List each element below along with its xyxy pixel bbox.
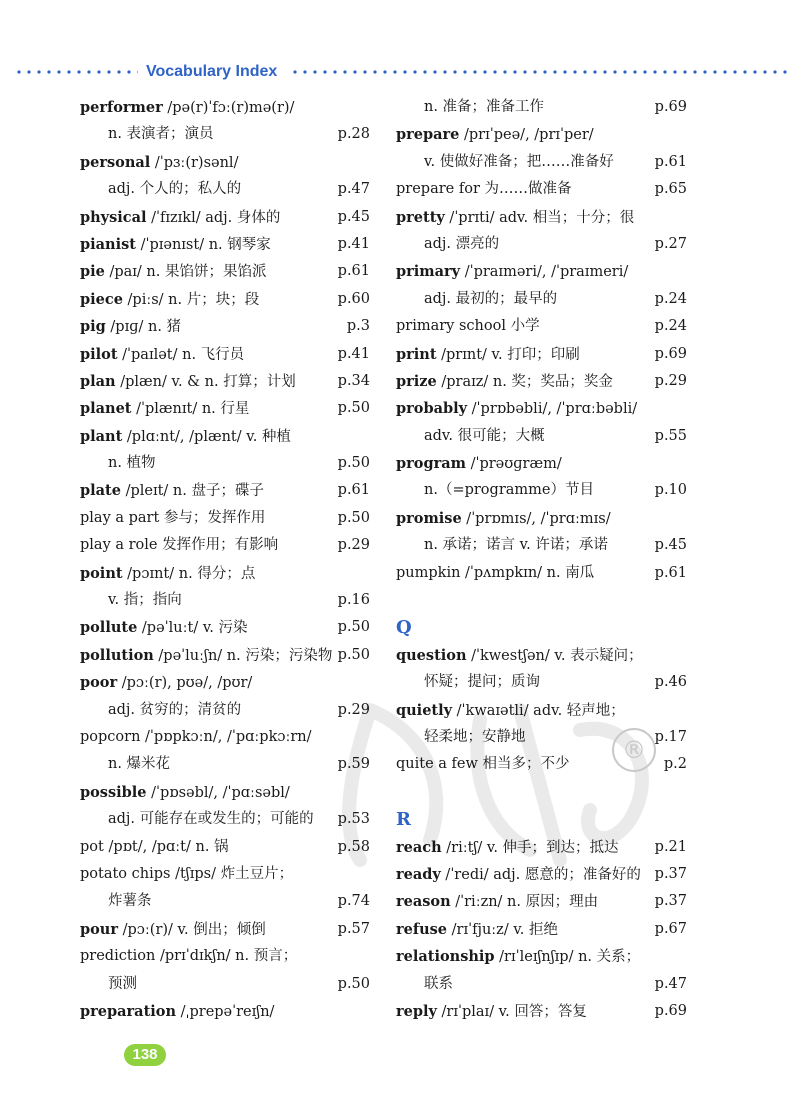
headword: plant bbox=[80, 427, 123, 445]
entry-text bbox=[108, 751, 170, 778]
headword: pour bbox=[80, 920, 118, 938]
index-entry-line bbox=[396, 532, 687, 559]
entry-definition: /ˈpɜː(r)sənl/ bbox=[150, 154, 239, 171]
entry-text bbox=[80, 560, 255, 588]
headword: performer bbox=[80, 99, 163, 116]
headword: pie bbox=[80, 263, 105, 281]
entry-definition: /ˈpraɪməri/, /ˈpraɪmeri/ bbox=[460, 264, 629, 281]
index-entry-line bbox=[80, 505, 370, 532]
entry-text bbox=[80, 477, 264, 505]
index-entry-line bbox=[80, 313, 370, 340]
index-entry-line bbox=[80, 779, 370, 806]
entry-definition: adj. 个人的；私人的 bbox=[108, 181, 242, 198]
entry-text bbox=[396, 560, 594, 587]
index-entry-line bbox=[80, 834, 370, 861]
index-entry-line bbox=[80, 587, 370, 614]
entry-text bbox=[80, 998, 274, 1026]
headword: pretty bbox=[396, 208, 445, 226]
headword: pig bbox=[80, 318, 106, 336]
entry-definition: /rɪˈleɪʃnʃɪp/ n. 关系； bbox=[494, 949, 641, 966]
index-entry-line bbox=[80, 532, 370, 559]
index-entry-line bbox=[80, 998, 370, 1025]
header-dots-left bbox=[14, 70, 138, 74]
entry-text bbox=[80, 916, 266, 944]
entry-text bbox=[396, 176, 571, 203]
entry-definition: /ˈplænɪt/ n. 行星 bbox=[131, 401, 250, 418]
entry-text bbox=[424, 971, 453, 998]
page-reference: p.29 bbox=[337, 537, 370, 554]
index-entry-line bbox=[80, 286, 370, 313]
index-entry-line bbox=[396, 477, 687, 504]
index-entry-line bbox=[396, 121, 687, 148]
index-entry-line bbox=[396, 971, 687, 998]
entry-text bbox=[80, 669, 252, 697]
index-entry-line bbox=[396, 505, 687, 532]
entry-definition: n. 植物 bbox=[108, 455, 156, 472]
entry-text bbox=[108, 806, 314, 833]
index-entry-line bbox=[396, 231, 687, 258]
right-column bbox=[396, 94, 687, 1025]
page-reference: p.2 bbox=[663, 756, 687, 773]
entry-definition: /ˈprɪti/ adv. 相当；十分；很 bbox=[444, 209, 635, 226]
entry-definition: n. 准备；准备工作 bbox=[424, 99, 545, 115]
entry-text bbox=[80, 149, 238, 177]
index-entry-line bbox=[396, 395, 687, 422]
entry-text bbox=[396, 313, 540, 340]
index-entry-line bbox=[396, 286, 687, 313]
entry-text bbox=[396, 121, 594, 149]
index-entry-line bbox=[80, 861, 370, 888]
entry-definition: /plæn/ v. & n. 打算；计划 bbox=[115, 373, 296, 390]
page-reference: p.28 bbox=[337, 126, 370, 143]
entry-definition: /pɔɪnt/ n. 得分；点 bbox=[122, 565, 256, 582]
headword: ready bbox=[396, 865, 441, 883]
headword: preparation bbox=[80, 1002, 176, 1020]
index-entry-line bbox=[80, 204, 370, 231]
headword: quietly bbox=[396, 701, 453, 719]
page-reference: p.65 bbox=[654, 181, 687, 198]
headword: physical bbox=[80, 208, 147, 226]
entry-text bbox=[424, 423, 545, 450]
headword: reason bbox=[396, 893, 451, 911]
left-column bbox=[80, 94, 370, 1025]
index-entry-line bbox=[80, 916, 370, 943]
page-reference: p.29 bbox=[337, 701, 370, 718]
entry-definition: /piːs/ n. 片；块；段 bbox=[122, 291, 260, 308]
page-reference: p.58 bbox=[337, 838, 370, 855]
index-entry-line bbox=[80, 751, 370, 778]
headword: poor bbox=[80, 674, 118, 692]
entry-text bbox=[396, 450, 562, 478]
index-entry-line bbox=[396, 204, 687, 231]
page-reference: p.16 bbox=[337, 592, 370, 609]
page-number: 138 bbox=[124, 1044, 166, 1066]
entry-definition: /pəˈluːʃn/ n. 污染；污染物 bbox=[153, 647, 333, 664]
entry-definition: /prɪnt/ v. 打印；印刷 bbox=[436, 346, 580, 363]
index-entry-line bbox=[396, 450, 687, 477]
entry-definition: /pə(r)ˈfɔː(r)mə(r)/ bbox=[162, 100, 295, 116]
index-entry-line bbox=[396, 176, 687, 203]
entry-text bbox=[80, 341, 244, 369]
entry-text bbox=[80, 614, 248, 642]
entry-text bbox=[108, 697, 241, 724]
page-reference: p.3 bbox=[346, 318, 370, 335]
entry-text bbox=[396, 395, 637, 423]
page-header bbox=[0, 60, 800, 84]
header-title: Vocabulary Index bbox=[146, 63, 278, 80]
entry-text bbox=[108, 176, 241, 203]
headword: pollute bbox=[80, 619, 138, 637]
entry-definition: /plɑːnt/, /plænt/ v. 种植 bbox=[122, 428, 291, 445]
index-entry-line bbox=[80, 176, 370, 203]
entry-text bbox=[80, 204, 280, 232]
entry-definition: 怀疑；提问；质询 bbox=[424, 674, 540, 691]
entry-definition: play a part 参与；发挥作用 bbox=[80, 509, 266, 526]
index-entry-line bbox=[80, 94, 370, 121]
entry-text bbox=[396, 505, 611, 533]
page-reference: p.47 bbox=[337, 181, 370, 198]
page-reference: p.50 bbox=[337, 455, 370, 472]
entry-definition: /ˈpɪənɪst/ n. 钢琴家 bbox=[135, 236, 271, 253]
page-reference: p.34 bbox=[337, 372, 370, 389]
entry-text bbox=[108, 971, 137, 998]
index-entry-line bbox=[80, 943, 370, 970]
entry-text bbox=[396, 998, 587, 1026]
headword: personal bbox=[80, 153, 151, 171]
page-reference: p.50 bbox=[337, 509, 370, 526]
section-gap bbox=[396, 587, 687, 614]
page-reference: p.61 bbox=[654, 153, 687, 170]
page-reference: p.45 bbox=[337, 208, 370, 225]
index-entry-line bbox=[396, 423, 687, 450]
index-entry-line bbox=[396, 341, 687, 368]
entry-definition: /ˈkwestʃən/ v. 表示疑问； bbox=[466, 647, 643, 664]
page-reference: p.10 bbox=[654, 482, 687, 499]
entry-text bbox=[80, 532, 278, 559]
entry-text bbox=[396, 642, 643, 670]
entry-text bbox=[80, 642, 332, 670]
index-entry-line bbox=[80, 806, 370, 833]
index-entry-line bbox=[80, 258, 370, 285]
entry-definition: popcorn /ˈpɒpkɔːn/, /ˈpɑːpkɔːrn/ bbox=[80, 728, 312, 745]
page-reference: p.37 bbox=[654, 865, 687, 882]
page-reference: p.69 bbox=[654, 99, 687, 115]
headword: print bbox=[396, 345, 437, 363]
index-entry-line bbox=[80, 121, 370, 148]
entry-text bbox=[396, 943, 640, 971]
entry-text bbox=[108, 587, 182, 614]
headword: program bbox=[396, 455, 466, 473]
page-reference: p.50 bbox=[337, 975, 370, 992]
headword: promise bbox=[396, 509, 462, 527]
index-entry-line bbox=[80, 669, 370, 696]
entry-definition: /riːtʃ/ v. 伸手；到达；抵达 bbox=[441, 839, 619, 856]
headword: reach bbox=[396, 838, 442, 856]
page-reference: p.17 bbox=[654, 728, 687, 745]
index-entry-line bbox=[80, 560, 370, 587]
entry-text bbox=[80, 94, 294, 122]
entry-definition: n. 表演者；演员 bbox=[108, 126, 214, 143]
headword: planet bbox=[80, 400, 132, 418]
entry-definition: 预测 bbox=[108, 975, 137, 992]
entry-text bbox=[80, 286, 259, 314]
entry-definition: potato chips /tʃɪps/ 炸土豆片； bbox=[80, 865, 294, 882]
section-letter: Q bbox=[396, 617, 412, 639]
entry-definition: /rɪˈplaɪ/ v. 回答；答复 bbox=[436, 1003, 587, 1020]
page-reference: p.59 bbox=[337, 756, 370, 773]
headword: probably bbox=[396, 400, 468, 418]
page-reference: p.57 bbox=[337, 920, 370, 937]
entry-definition: /pɔː(r), pʊə/, /pʊr/ bbox=[117, 675, 253, 692]
page-reference: p.37 bbox=[654, 893, 687, 910]
index-entry-line bbox=[80, 724, 370, 751]
index-entry-line bbox=[396, 368, 687, 395]
entry-definition: /pəˈluːt/ v. 污染 bbox=[137, 620, 248, 637]
entry-text bbox=[80, 834, 229, 861]
entry-definition: pot /pɒt/, /pɑːt/ n. 锅 bbox=[80, 838, 229, 855]
entry-definition: adj. 漂亮的 bbox=[424, 235, 500, 252]
entry-definition: /praɪz/ n. 奖；奖品；奖金 bbox=[436, 373, 613, 390]
entry-text bbox=[80, 423, 291, 451]
index-entry-line bbox=[396, 642, 687, 669]
page-reference: p.67 bbox=[654, 920, 687, 937]
page-reference: p.46 bbox=[654, 674, 687, 691]
entry-definition: /ˈriːzn/ n. 原因；理由 bbox=[450, 894, 599, 911]
page-reference: p.61 bbox=[337, 482, 370, 499]
entry-definition: /ˈpɒsəbl/, /ˈpɑːsəbl/ bbox=[146, 784, 290, 801]
headword: question bbox=[396, 646, 467, 664]
entry-text bbox=[424, 532, 608, 559]
entry-definition: adj. 最初的；最早的 bbox=[424, 290, 558, 307]
entry-text bbox=[424, 149, 614, 176]
entry-text bbox=[80, 505, 265, 532]
entry-definition: play a role 发挥作用；有影响 bbox=[80, 537, 279, 554]
entry-definition: pumpkin /ˈpʌmpkɪn/ n. 南瓜 bbox=[396, 564, 595, 581]
entry-definition: /pɪɡ/ n. 猪 bbox=[105, 319, 182, 336]
index-entry-line bbox=[80, 395, 370, 422]
index-entry-line bbox=[396, 94, 687, 121]
entry-text bbox=[108, 450, 156, 477]
page-reference: p.41 bbox=[337, 235, 370, 252]
entry-definition: quite a few 相当多；不少 bbox=[396, 756, 570, 773]
watermark-logo bbox=[330, 690, 690, 870]
entry-text bbox=[396, 916, 558, 944]
page-reference: p.27 bbox=[654, 235, 687, 252]
page-reference: p.41 bbox=[337, 345, 370, 362]
entry-definition: /ˈfɪzɪkl/ adj. 身体的 bbox=[146, 209, 281, 226]
entry-definition: v. 指；指向 bbox=[108, 592, 182, 609]
entry-definition: /ˌprepəˈreɪʃn/ bbox=[176, 1003, 275, 1020]
entry-definition: /ˈredi/ adj. 愿意的；准备好的 bbox=[440, 866, 641, 883]
page-reference: p.21 bbox=[654, 838, 687, 855]
entry-definition: 联系 bbox=[424, 975, 453, 992]
entry-text bbox=[396, 341, 580, 369]
index-entry-line bbox=[80, 368, 370, 395]
entry-definition: adj. 贫穷的；清贫的 bbox=[108, 701, 242, 718]
entry-definition: /paɪ/ n. 果馅饼；果馅派 bbox=[104, 264, 267, 281]
entry-text bbox=[424, 286, 557, 313]
headword: pilot bbox=[80, 345, 118, 363]
header-dots-right bbox=[290, 70, 790, 74]
page-reference: p.55 bbox=[654, 427, 687, 444]
headword: prize bbox=[396, 372, 437, 390]
entry-definition: /ˈpaɪlət/ n. 飞行员 bbox=[117, 346, 245, 363]
entry-text bbox=[108, 888, 152, 915]
entry-definition: prepare for 为……做准备 bbox=[396, 181, 572, 198]
index-entry-line bbox=[80, 450, 370, 477]
index-entry-line bbox=[80, 423, 370, 450]
page-reference: p.45 bbox=[654, 537, 687, 554]
entry-text bbox=[424, 477, 594, 504]
entry-definition: primary school 小学 bbox=[396, 318, 540, 335]
page-reference: p.29 bbox=[654, 372, 687, 389]
entry-definition: prediction /prɪˈdɪkʃn/ n. 预言； bbox=[80, 948, 298, 965]
page-reference: p.47 bbox=[654, 975, 687, 992]
entry-text bbox=[396, 258, 628, 286]
index-entry-line bbox=[396, 149, 687, 176]
entry-text bbox=[80, 943, 297, 970]
entry-text bbox=[396, 368, 613, 396]
entry-definition: 轻柔地；安静地 bbox=[424, 728, 526, 745]
entry-definition: n. 爆米花 bbox=[108, 756, 171, 773]
index-entry-line bbox=[80, 642, 370, 669]
entry-text bbox=[80, 258, 266, 286]
headword: possible bbox=[80, 783, 147, 801]
page-reference: p.50 bbox=[337, 400, 370, 417]
entry-definition: /ˈkwaɪətli/ adv. 轻声地； bbox=[452, 702, 625, 719]
page-reference: p.24 bbox=[654, 290, 687, 307]
entry-definition: v. 使做好准备；把……准备好 bbox=[424, 153, 614, 170]
registered-mark: ® bbox=[612, 728, 656, 772]
entry-text bbox=[80, 313, 181, 341]
entry-definition: /ˈprɒbəbli/, /ˈprɑːbəbli/ bbox=[467, 401, 638, 418]
index-entry-line bbox=[396, 916, 687, 943]
page-reference: p.53 bbox=[337, 811, 370, 828]
index-entry-line bbox=[80, 614, 370, 641]
page-reference: p.74 bbox=[337, 893, 370, 910]
entry-definition: 炸薯条 bbox=[108, 893, 152, 910]
headword: prepare bbox=[396, 126, 460, 144]
entry-definition: /pɔː(r)/ v. 倒出；倾倒 bbox=[118, 921, 266, 938]
entry-definition: /rɪˈfjuːz/ v. 拒绝 bbox=[447, 921, 559, 938]
index-entry-line bbox=[80, 149, 370, 176]
headword: plan bbox=[80, 372, 116, 390]
page-reference: p.50 bbox=[337, 619, 370, 636]
index-entry-line bbox=[396, 313, 687, 340]
page-reference: p.69 bbox=[654, 345, 687, 362]
index-entry-line bbox=[80, 971, 370, 998]
page-reference: p.24 bbox=[654, 318, 687, 335]
index-entry-line bbox=[396, 258, 687, 285]
entry-definition: /ˈprɒmɪs/, /ˈprɑːmɪs/ bbox=[461, 510, 611, 527]
headword: reply bbox=[396, 1002, 437, 1020]
index-entry-line bbox=[80, 477, 370, 504]
headword: primary bbox=[396, 263, 461, 281]
page-reference: p.60 bbox=[337, 290, 370, 307]
index-entry-line bbox=[396, 888, 687, 915]
entry-text bbox=[396, 204, 634, 232]
headword: relationship bbox=[396, 948, 495, 966]
entry-definition: n. 承诺；诺言 v. 许诺；承诺 bbox=[424, 537, 608, 554]
headword: pollution bbox=[80, 646, 154, 664]
headword: pianist bbox=[80, 235, 136, 253]
entry-definition: /ˈprəʊɡræm/ bbox=[465, 456, 562, 473]
headword: piece bbox=[80, 290, 123, 308]
entry-definition: n.（=programme）节目 bbox=[424, 482, 594, 499]
headword: plate bbox=[80, 482, 121, 500]
index-entry-line bbox=[80, 888, 370, 915]
entry-text bbox=[424, 231, 499, 258]
entry-text bbox=[80, 861, 293, 888]
index-entry-line bbox=[396, 998, 687, 1025]
headword: point bbox=[80, 564, 123, 582]
index-entry-line bbox=[80, 697, 370, 724]
entry-definition: /prɪˈpeə/, /prɪˈper/ bbox=[459, 127, 594, 144]
entry-text bbox=[80, 368, 296, 396]
index-entry-line bbox=[80, 231, 370, 258]
index-entry-line bbox=[396, 943, 687, 970]
entry-text bbox=[80, 724, 312, 751]
index-entry-line bbox=[396, 560, 687, 587]
entry-text bbox=[80, 779, 290, 807]
headword: refuse bbox=[396, 920, 448, 938]
page-reference: p.69 bbox=[654, 1002, 687, 1019]
entry-definition: adv. 很可能；大概 bbox=[424, 427, 545, 444]
page-reference: p.61 bbox=[654, 564, 687, 581]
index-entry-line bbox=[80, 341, 370, 368]
entry-text bbox=[80, 231, 271, 259]
entry-text bbox=[80, 395, 249, 423]
page-reference: p.50 bbox=[337, 646, 370, 663]
entry-definition: adj. 可能存在或发生的；可能的 bbox=[108, 811, 314, 828]
entry-text bbox=[108, 121, 214, 148]
section-letter: R bbox=[396, 809, 411, 831]
entry-text bbox=[424, 94, 544, 121]
page-reference: p.61 bbox=[337, 263, 370, 280]
entry-text bbox=[396, 888, 598, 916]
entry-definition: /pleɪt/ n. 盘子；碟子 bbox=[120, 483, 264, 500]
